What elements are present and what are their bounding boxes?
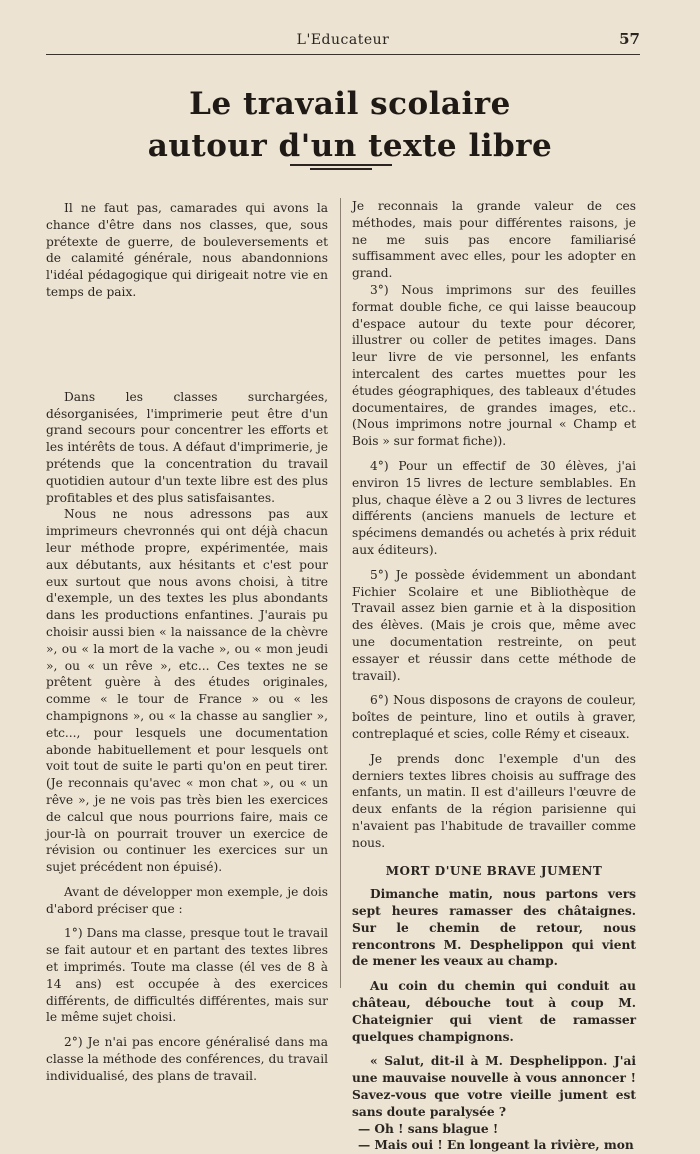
- story-paragraph: « Salut, dit-il à M. Desphelippon. J'ai une mauvaise nouvelle à vous annoncer ! Savez-vous que votre vieille jument est sans doute paralysée ?: [352, 1054, 636, 1119]
- article-title-line-2: autour d'un texte libre: [147, 128, 553, 164]
- paragraph: 4°) Pour un effectif de 30 élèves, j'ai environ 15 livres de lecture semblables. En plus, chaque élève a 2 ou 3 livres de lectures différents (anciens manuels de lecture et spécimens demandés ou achetés à prix réduit aux éditeurs).: [352, 458, 636, 557]
- paragraph: 2°) Je n'ai pas encore généralisé dans ma classe la méthode des conférences, du travail individualisé, des plans de travail.: [46, 1035, 328, 1083]
- column-divider: [340, 198, 341, 988]
- paragraph: 1°) Dans ma classe, presque tout le travail se fait autour et en partant des textes libres et imprimés. Toute ma classe (él ves de 8 à 14 ans) est occupée à des exercices différents, de difficultés différentes, mais sur le même sujet choisi.: [46, 926, 328, 1025]
- paragraph: 6°) Nous disposons de crayons de couleur, boîtes de peinture, lino et outils à graver, contreplaqué et scies, colle Rémy et ciseaux.: [352, 693, 636, 741]
- story-dialogue: — Mais oui ! En longeant la rivière, mon: [358, 1138, 634, 1153]
- running-header: [46, 28, 640, 55]
- left-column: [46, 200, 328, 1085]
- running-title: L'Educateur: [296, 32, 390, 48]
- right-column: [352, 198, 636, 1154]
- story-paragraph: Au coin du chemin qui conduit au château, débouche tout à coup M. Chateignier qui vient de ramasser quelques champignons.: [352, 979, 636, 1044]
- story-dialogue: — Oh ! sans blague !: [358, 1121, 499, 1136]
- story-paragraph: Dimanche matin, nous partons vers sept heures ramasser des châtaignes. Sur le chemin de retour, nous rencontrons M. Desphelippon qui vient de mener les veaux au champ.: [352, 887, 636, 969]
- paragraph: Dans les classes surchargées, désorganisées, l'imprimerie peut être d'un grand secours pour concentrer les efforts et les intérêts de tous. A défaut d'imprimerie, je prétends que la concentration du travail quotidien autour d'un texte libre est des plus profitables et des plus satisfaisantes.: [46, 389, 328, 505]
- title-ornament: [290, 164, 392, 172]
- story-title: MORT D'UNE BRAVE JUMENT: [385, 864, 603, 879]
- article-title-line-1: Le travail scolaire: [189, 86, 511, 122]
- paragraph: Avant de développer mon exemple, je dois d'abord préciser que :: [46, 884, 328, 916]
- paragraph: 5°) Je possède évidemment un abondant Fichier Scolaire et une Bibliothèque de Travail assez bien garnie et à la disposition des élèves. (Mais je crois que, même avec une documentation restreinte, on peut essayer et réussir dans cette méthode de travail).: [352, 567, 636, 683]
- page-number: 57: [619, 30, 640, 48]
- story-text: [352, 863, 636, 1154]
- paragraph: Nous ne nous adressons pas aux imprimeurs chevronnés qui ont déjà chacun leur méthode propre, expérimentée, mais aux débutants, aux hésitants et c'est pour eux surtout que nous avons choisi, à titre d'exemple, un des textes les plus abondants dans les productions enfantines. J'aurais pu choisir aussi bien « la naissance de la chèvre », ou « la mort de la vache », ou « mon jeudi », ou « un rêve », etc... Ces textes ne se prêtent guère à des études originales, comme « le tour de France » ou « les champignons », ou « la chasse au sanglier », etc..., pour lesquels une documentation abonde habituellement et pour lesquels ont voit tout de suite le parti qu'on en peut tirer. (Je reconnais qu'avec « mon chat », ou « un rêve », je ne vois pas très bien les exercices de calcul que nous pourrions faire, mais ce jour-là on pourrait trouver un exercice de révision ou continuer les exercices sur un sujet précédent non épuisé).: [46, 507, 328, 875]
- paragraph: Il ne faut pas, camarades qui avons la chance d'être dans nos classes, que, sous prétexte de guerre, de bouleversements et de calamité générale, nous abandonnions l'idéal pédagogique qui dirigeait notre vie en temps de paix.: [46, 201, 328, 299]
- paragraph: Je reconnais la grande valeur de ces méthodes, mais pour différentes raisons, je ne me suis pas encore familiarisé suffisamment avec elles, pour les adopter en grand.: [352, 199, 636, 281]
- paragraph: Je prends donc l'exemple d'un des derniers textes libres choisis au suffrage des enfants, un matin. Il est d'ailleurs l'œuvre de deux enfants de la région parisienne qui n'avaient pas l'habitude de travailler comme nous.: [352, 751, 636, 850]
- article-title: [40, 83, 660, 167]
- paragraph: 3°) Nous imprimons sur des feuilles format double fiche, ce qui laisse beaucoup d'espace autour du texte pour décorer, illustrer ou coller de petites images. Dans leur livre de vie personnel, les enfants intercalent des cartes muettes pour les études géographiques, des tableaux d'études documentaires, de grandes images, etc.. (Nous imprimons notre journal « Champ et Bois » sur format fiche)).: [352, 282, 636, 449]
